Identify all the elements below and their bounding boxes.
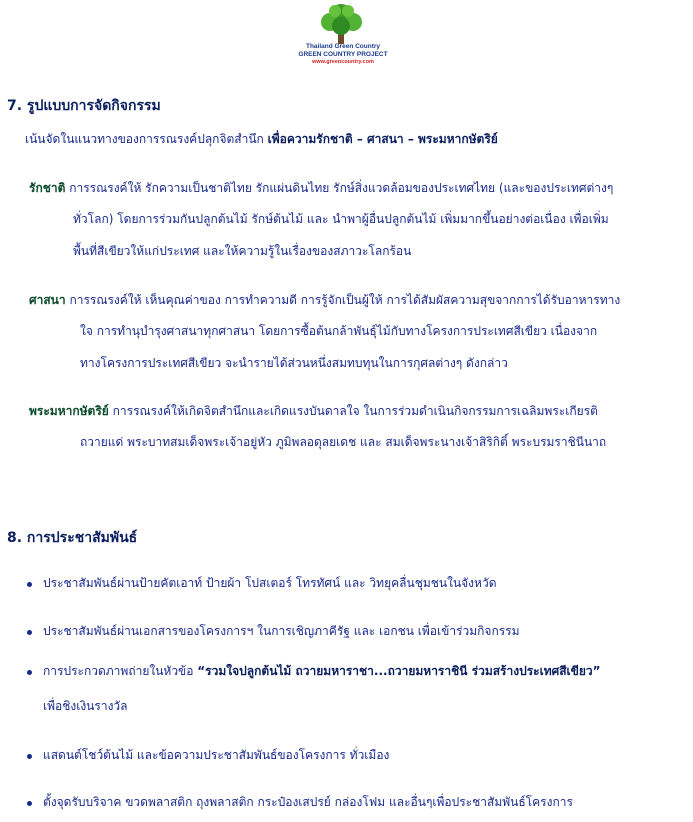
pr-item-3: [43, 664, 601, 678]
monarchy-paragraph-line1: [29, 404, 598, 418]
logo-text-line1: Thailand Green Country: [305, 43, 381, 50]
pr-item-3-text: การประกวดภาพถ่ายในหัวข้อ: [43, 664, 198, 678]
bullet-icon: [27, 801, 32, 806]
logo-text-line2: GREEN COUNTRY PROJECT: [298, 51, 388, 58]
intro-bold-text: เพื่อความรักชาติ – ศาสนา – พระมหากษัตริย์: [267, 132, 498, 146]
religion-paragraph-line1: [29, 293, 620, 307]
monarchy-line1-text: การรณรงค์ให้เกิดจิตสำนึกและเกิดแรงบันดาลใจ ในการร่วมดำเนินกิจกรรมการเฉลิมพระเกียรติ: [112, 404, 598, 418]
section-7-intro: [25, 132, 498, 146]
religion-term: ศาสนา: [29, 293, 66, 307]
pr-item-3-line2: เพื่อชิงเงินรางวัล: [43, 699, 128, 713]
nation-line2: ทั่วโลก) โดยการร่วมกันปลูกต้นไม้ รักษ์ต้นไม้ และ นำพาผู้อื่นปลูกต้นไม้ เพิ่มมากขึ้นอย่างต่อเนื่อง เพื่อเพิ่ม: [73, 212, 609, 226]
monarchy-term: พระมหากษัตริย์: [29, 404, 109, 418]
logo-text-url: www.greencountry.com: [312, 59, 374, 65]
intro-text: เน้นจัดในแนวทางของการรณรงค์ปลุกจิตสำนึก: [25, 132, 264, 146]
nation-term: รักชาติ: [29, 181, 66, 195]
bullet-icon: [27, 582, 32, 587]
bullet-icon: [27, 754, 32, 759]
nation-line3: พื้นที่สีเขียวให้แก่ประเทศ และให้ความรู้ในเรื่องของสภาวะโลกร้อน: [73, 244, 412, 258]
bullet-icon: [27, 670, 32, 675]
green-country-logo: [278, 2, 408, 68]
monarchy-line2: ถวายแด่ พระบาทสมเด็จพระเจ้าอยู่หัว ภูมิพลอดุลยเดช และ สมเด็จพระนางเจ้าสิริกิติ์ พระบรมราชินีนาถ: [80, 435, 607, 449]
bullet-icon: [27, 630, 32, 635]
pr-item-4: แสดนต์โชว์ต้นไม้ และข้อความประชาสัมพันธ์ของโครงการ ทั่วเมือง: [43, 748, 390, 762]
nation-paragraph-line1: [29, 181, 613, 195]
religion-line2: ใจ การทำนุบำรุงศาสนาทุกศาสนา โดยการซื้อต้นกล้าพันธุ์ไม้กับทางโครงการประเทศสีเขียว เนื่องจาก: [80, 324, 598, 338]
tree-logo-icon: [278, 2, 408, 44]
section-8-heading: 8. การประชาสัมพันธ์: [7, 530, 138, 546]
pr-item-1: ประชาสัมพันธ์ผ่านป้ายคัตเอาท์ ป้ายผ้า โปสเตอร์ โทรทัศน์ และ วิทยุคลื่นชุมชนในจังหวัด: [43, 576, 497, 590]
religion-line3: ทางโครงการประเทศสีเขียว จะนำรายได้ส่วนหนึ่งสมทบทุนในการกุศลต่างๆ ดังกล่าว: [80, 356, 508, 370]
pr-item-2: ประชาสัมพันธ์ผ่านเอกสารของโครงการฯ ในการเชิญภาคีรัฐ และ เอกชน เพื่อเข้าร่วมกิจกรรม: [43, 624, 520, 638]
section-7-heading: 7. รูปแบบการจัดกิจกรรม: [7, 98, 161, 114]
religion-line1-text: การรณรงค์ให้ เห็นคุณค่าของ การทำความดี การรู้จักเป็นผู้ให้ การได้สัมผัสความสุขจากการได้รับอาหารทาง: [69, 293, 621, 307]
pr-item-5: ตั้งจุดรับบริจาค ขวดพลาสติก ถุงพลาสติก กระป๋องเสปรย์ กล่องโฟม และอื่นๆเพื่อประชาสัมพันธ์โครงการ: [43, 795, 573, 809]
nation-line1-text: การรณรงค์ให้ รักความเป็นชาติไทย รักแผ่นดินไทย รักษ์สิ่งแวดล้อมของประเทศไทย (และของประเทศต่างๆ: [69, 181, 614, 195]
photo-contest-title: “รวมใจปลูกต้นไม้ ถวายมหาราชา...ถวายมหาราชินี ร่วมสร้างประเทศสีเขียว”: [197, 664, 601, 678]
